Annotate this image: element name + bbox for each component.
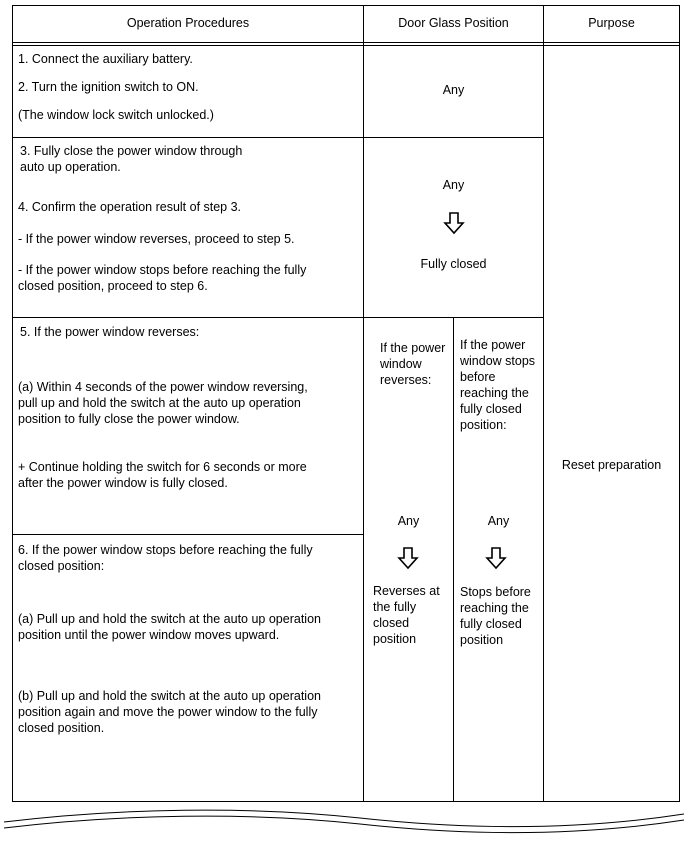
down-arrow-icon: [485, 546, 507, 570]
step-6b: (b) Pull up and hold the switch at the auto up operation position again and move the power window to the fully closed position.: [18, 689, 321, 735]
step-1: 1. Connect the auxiliary battery.: [18, 52, 193, 66]
step-4-bullet-reverse: - If the power window reverses, proceed to step 5.: [18, 232, 295, 246]
step-5: 5. If the power window reverses:: [20, 325, 200, 339]
case-reverses-header: If the power window reverses:: [380, 341, 446, 387]
step-3: 3. Fully close the power window through auto up operation.: [20, 144, 243, 174]
down-arrow-icon: [397, 546, 419, 570]
row2-position-from: Any: [442, 178, 465, 192]
purpose-value: Reset preparation: [561, 458, 662, 472]
header-operation-procedures: Operation Procedures: [126, 16, 250, 30]
header-door-glass-position: Door Glass Position: [398, 16, 509, 30]
case-reverses-to: Reverses at the fully closed position: [373, 584, 440, 646]
case-stops-to: Stops before reaching the fully closed position: [460, 585, 531, 647]
header-purpose: Purpose: [588, 16, 635, 30]
step-6: 6. If the power window stops before reaching the fully closed position:: [18, 543, 313, 573]
step-5b: + Continue holding the switch for 6 seconds or more after the power window is fully closed.: [18, 460, 307, 490]
case-stops-from: Any: [487, 514, 510, 528]
row1-position: Any: [442, 83, 465, 97]
step-6a: (a) Pull up and hold the switch at the auto up operation position until the power window moves upward.: [18, 612, 321, 642]
step-5a: (a) Within 4 seconds of the power window reversing, pull up and hold the switch at the auto up operation position to fully close the power window.: [18, 380, 308, 426]
step-2-note: (The window lock switch unlocked.): [18, 108, 214, 122]
down-arrow-icon: [443, 211, 465, 235]
case-stops-header: If the power window stops before reaching the fully closed position:: [460, 338, 536, 432]
step-2: 2. Turn the ignition switch to ON.: [18, 80, 199, 94]
row2-position-to: Fully closed: [420, 257, 487, 271]
case-reverses-from: Any: [397, 514, 420, 528]
step-4: 4. Confirm the operation result of step 3.: [18, 200, 242, 214]
step-4-bullet-stop: - If the power window stops before reaching the fully closed position, proceed to step 6.: [18, 263, 307, 293]
